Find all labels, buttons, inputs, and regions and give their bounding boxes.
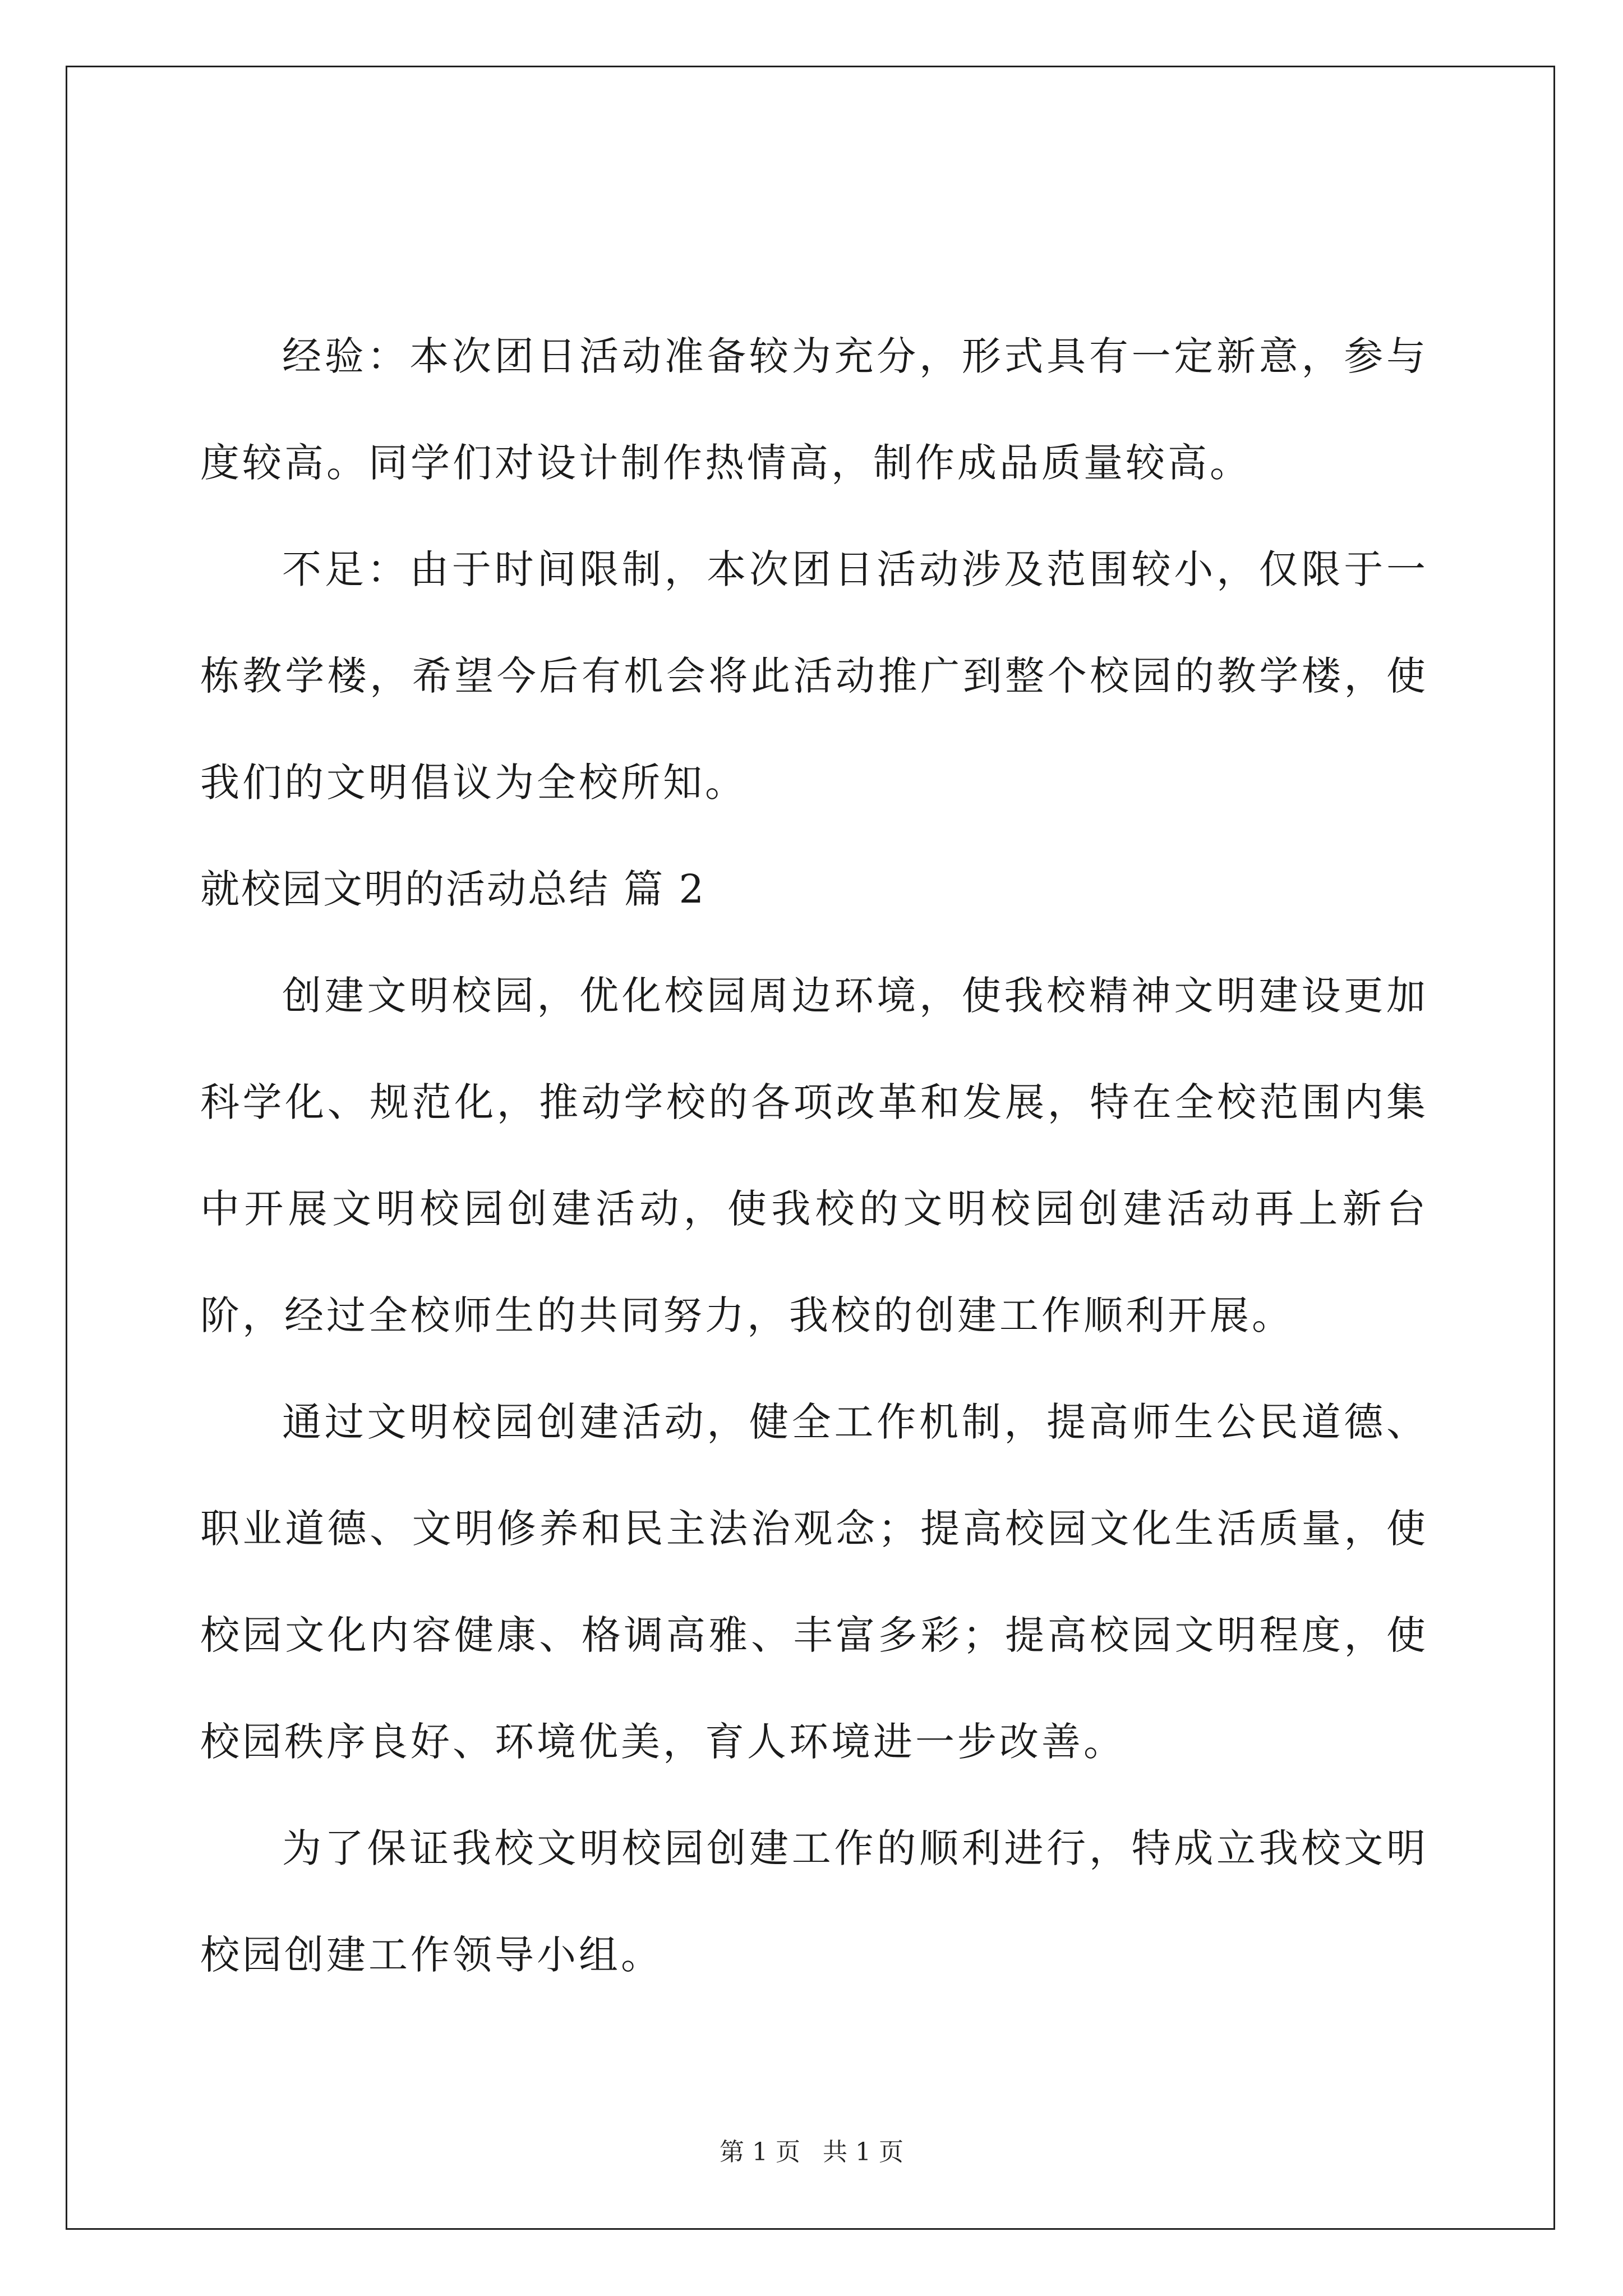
- page-total: 共 1 页: [823, 2138, 903, 2166]
- paragraph-experience: 经验：本次团日活动准备较为充分，形式具有一定新意，参与度较高。同学们对设计制作热情高，制作成品质量较高。: [200, 333, 1428, 486]
- page-footer: [0, 2132, 1623, 2168]
- paragraph-leadership-group: 为了保证我校文明校园创建工作的顺利进行，特成立我校文明校园创建工作领导小组。: [200, 1825, 1428, 1978]
- paragraph-create-campus: 创建文明校园，优化校园周边环境，使我校精神文明建设更加科学化、规范化，推动学校的各项改革和发展，特在全校范围内集中开展文明校园创建活动，使我校的文明校园创建活动再上新台阶，经过全校师生的共同努力，我校的创建工作顺利开展。: [200, 973, 1428, 1338]
- document-body: [200, 303, 1428, 2008]
- section-heading: 就校园文明的活动总结 篇 2: [200, 866, 706, 912]
- paragraph-through-activities: 通过文明校园创建活动，健全工作机制，提高师生公民道德、职业道德、文明修养和民主法治观念；提高校园文化生活质量，使校园文化内容健康、格调高雅、丰富多彩；提高校园文明程度，使校园秩序良好、环境优美，育人环境进一步改善。: [200, 1399, 1428, 1765]
- page-number: 第 1 页: [720, 2138, 800, 2166]
- paragraph-shortcomings: 不足：由于时间限制，本次团日活动涉及范围较小，仅限于一栋教学楼，希望今后有机会将此活动推广到整个校园的教学楼，使我们的文明倡议为全校所知。: [200, 546, 1428, 806]
